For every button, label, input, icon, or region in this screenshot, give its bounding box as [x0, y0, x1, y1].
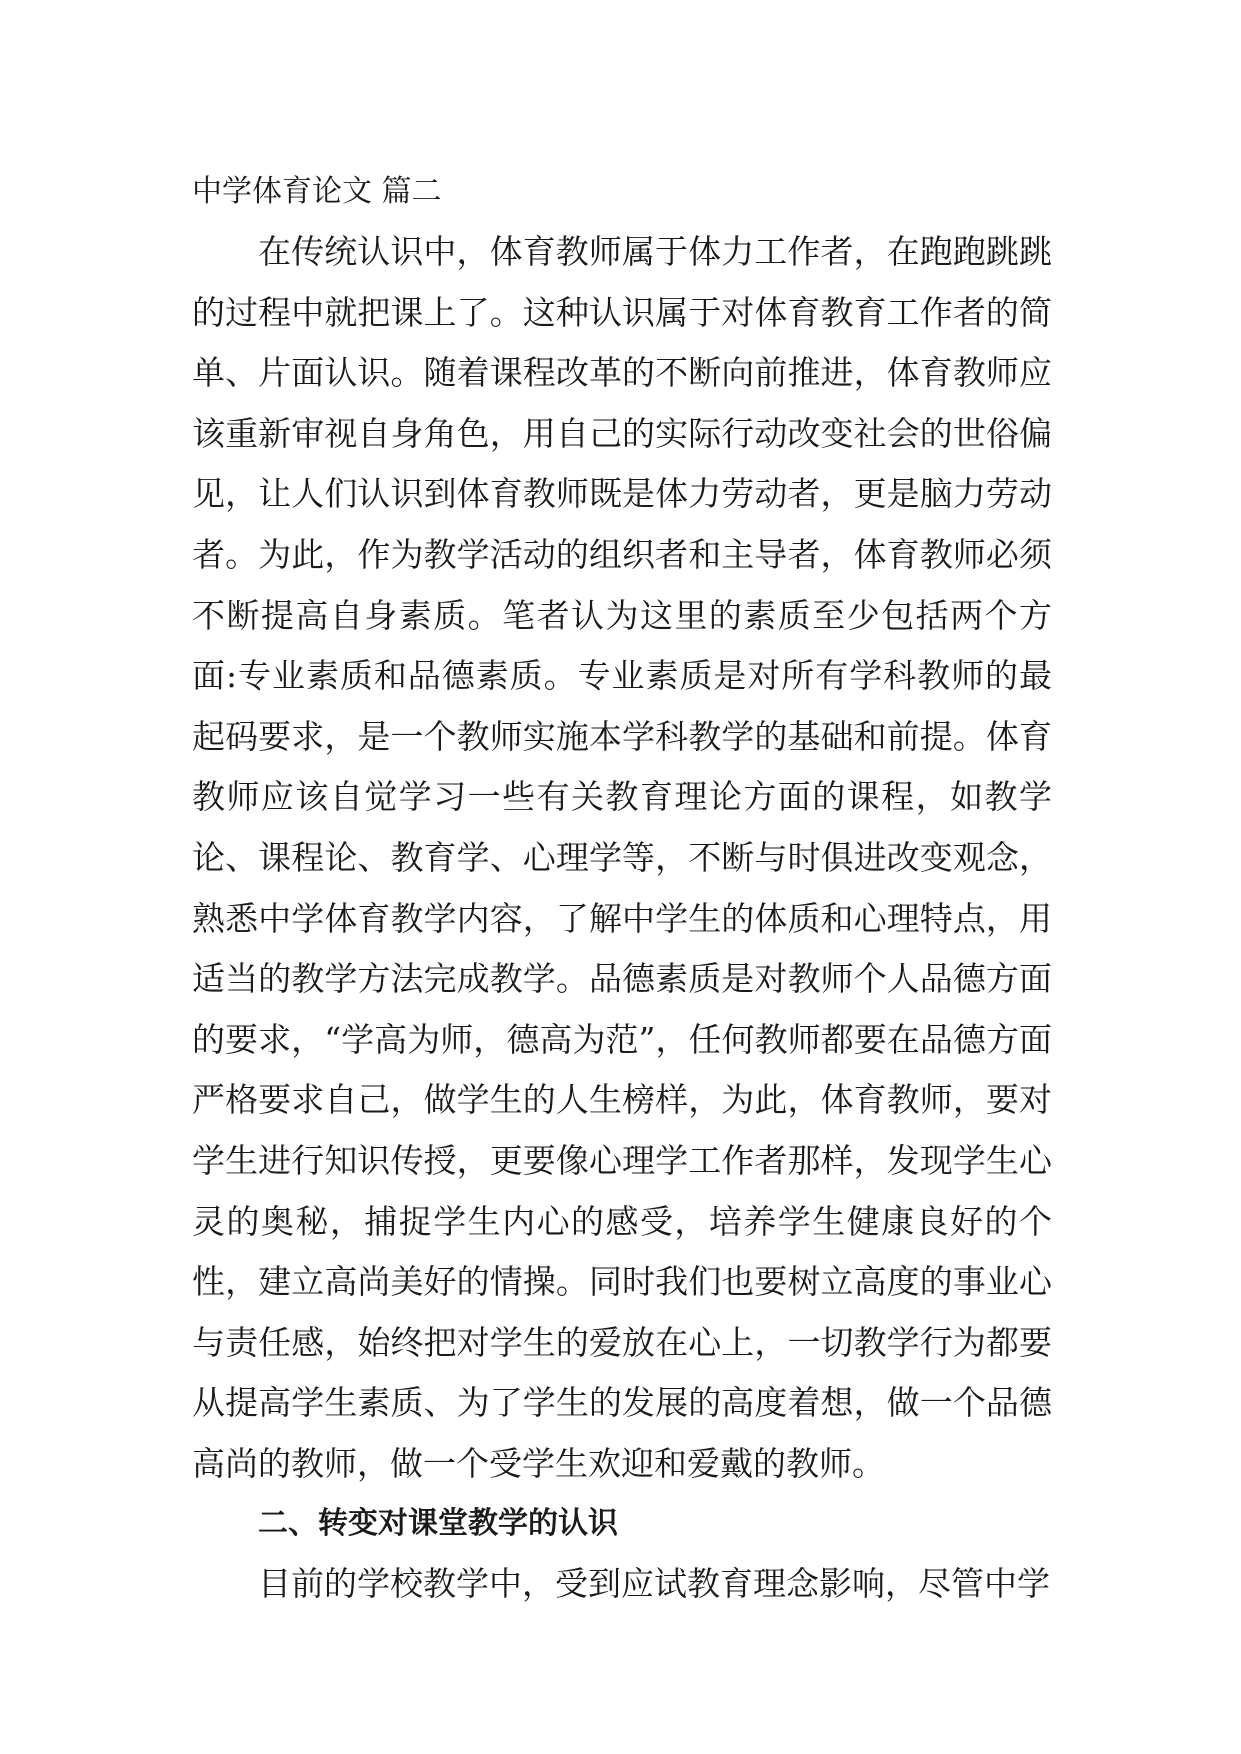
document-body [192, 162, 1052, 1615]
body-paragraph-continued: 目前的学校教学中，受到应试教育理念影响，尽管中学 [258, 1564, 1050, 1604]
page-title: 中学体育论文 篇二 [192, 174, 442, 209]
section-heading: 二、转变对课堂教学的认识 [258, 1506, 618, 1542]
body-paragraph: 在传统认识中，体育教师属于体力工作者，在跑跑跳跳的过程中就把课上了。这种认识属于对体育教育工作者的简单、片面认识。随着课程改革的不断向前推进，体育教师应该重新审视自身角色，用自己的实际行动改变社会的世俗偏见，让人们认识到体育教师既是体力劳动者，更是脑力劳动者。为此，作为教学活动的组织者和主导者，体育教师必须不断提高自身素质。笔者认为这里的素质至少包括两个方面:专业素质和品德素质。专业素质是对所有学科教师的最起码要求，是一个教师实施本学科教学的基础和前提。体育教师应该自觉学习一些有关教育理论方面的课程，如教学论、课程论、教育学、心理学等，不断与时俱进改变观念，熟悉中学体育教学内容，了解中学生的体质和心理特点，用适当的教学方法完成教学。品德素质是对教师个人品德方面的要求，“学高为师，德高为范”，任何教师都要在品德方面严格要求自己，做学生的人生榜样，为此，体育教师，要对学生进行知识传授，更要像心理学工作者那样，发现学生心灵的奥秘，捕捉学生内心的感受，培养学生健康良好的个性，建立高尚美好的情操。同时我们也要树立高度的事业心与责任感，始终把对学生的爱放在心上，一切教学行为都要从提高学生素质、为了学生的发展的高度着想，做一个品德高尚的教师，做一个受学生欢迎和爱戴的教师。 [192, 232, 1052, 1483]
